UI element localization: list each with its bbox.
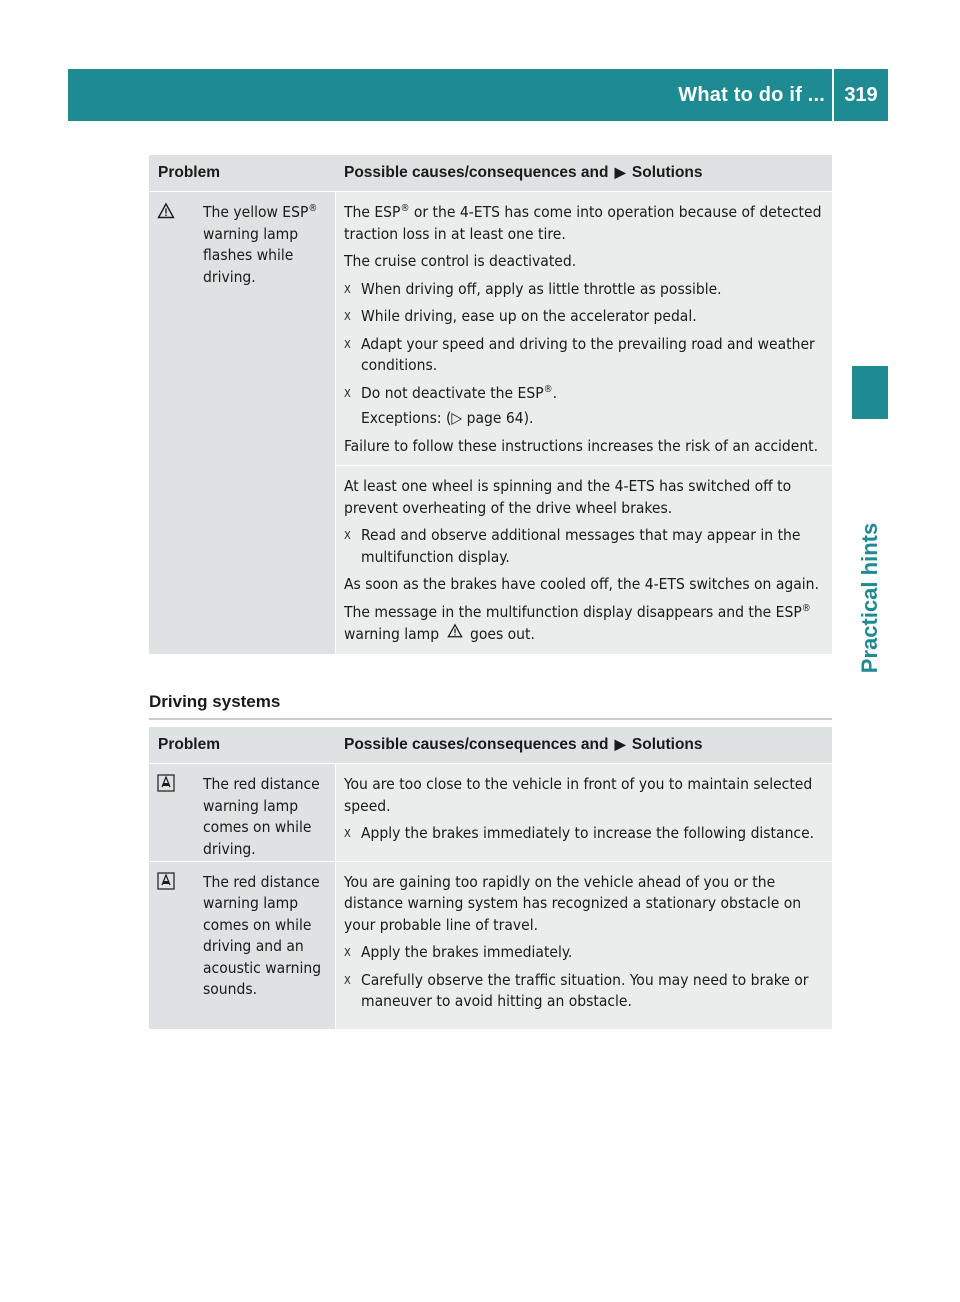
table-header [149,727,832,764]
warning-text: Failure to follow these instructions increases the risk of an accident. [344,436,819,455]
table-row [149,192,832,654]
distance-warning-icon [157,774,203,798]
table-header [149,155,832,192]
outro-text: The message in the multifunction display disappears and the ESP® warning lamp goes out. [344,602,811,643]
page-reference: Exceptions: (▷ page 64). [361,409,534,427]
warning-triangle-icon [444,623,466,645]
page-number: 319 [834,69,888,121]
cause-text: You are gaining too rapidly on the vehicle ahead of you or the distance warning system has recognized a stationary obstacle on your probable line of travel. [344,872,802,934]
warning-triangle-icon [157,202,203,226]
step-marker-icon: X [344,529,351,542]
problem-cell [149,192,336,654]
instruction-step: X Do not deactivate the ESP®. [344,383,826,405]
note-text: The cruise control is deactivated. [344,252,577,270]
instruction-step: X Apply the brakes immediately to increase the following distance. [344,823,826,845]
problem-text: The yellow ESP® warning lamp flashes while driving. [203,202,318,286]
step-marker-icon: X [344,310,351,323]
instruction-step: X Apply the brakes immediately. [344,942,826,964]
solution-block [336,862,832,1029]
instruction-step: X Adapt your speed and driving to the prevailing road and weather conditions. [344,334,826,377]
problem-text: The red distance warning lamp comes on while driving. [203,775,320,858]
column-header-problem: Problem [158,164,221,181]
instruction-step: X When driving off, apply as little throttle as possible. [344,279,826,301]
step-marker-icon: X [344,946,351,959]
solution-block [336,465,832,654]
step-marker-icon: X [344,337,351,351]
column-header-causes: Possible causes/consequences and ▶ Solutions [344,736,703,753]
problem-cell [149,862,336,1029]
solution-block [336,764,832,861]
cause-text: At least one wheel is spinning and the 4-ETS has switched off to prevent overheating of the drive wheel brakes. [344,477,792,517]
step-marker-icon: X [344,386,351,400]
step-marker-icon: X [344,973,351,987]
problem-table-esp [149,155,832,654]
distance-warning-icon [157,872,203,896]
step-marker-icon: X [344,282,351,296]
column-header-causes: Possible causes/consequences and ▶ Solutions [344,164,703,181]
side-tab-marker [852,366,888,419]
arrow-right-icon: ▶ [614,164,626,180]
problem-table-driving-systems [149,727,832,1029]
column-header-problem: Problem [158,736,221,753]
solutions-column [336,862,832,1029]
solutions-column [336,764,832,861]
table-row [149,862,832,1029]
note-text: As soon as the brakes have cooled off, the 4-ETS switches on again. [344,575,819,593]
solution-block [336,192,832,465]
table-row [149,764,832,862]
page-header-title: What to do if ... [678,83,825,106]
solutions-column [336,192,832,654]
cause-text: The ESP® or the 4-ETS has come into operation because of detected traction loss in at least one tire. [344,202,822,243]
instruction-step: X While driving, ease up on the accelerator pedal. [344,306,826,328]
section-title: Driving systems [149,692,832,720]
step-marker-icon: X [344,827,351,840]
instruction-step: X Carefully observe the traffic situation. You may need to brake or maneuver to avoid hitting an obstacle. [344,970,826,1013]
arrow-right-icon: ▶ [614,736,626,752]
cause-text: You are too close to the vehicle in front of you to maintain selected speed. [344,775,813,815]
side-tab-label: Practical hints [857,522,882,674]
instruction-step: X Read and observe additional messages that may appear in the multifunction display. [344,525,826,568]
problem-cell [149,764,336,861]
problem-text: The red distance warning lamp comes on while driving and an acoustic warning sounds. [203,872,322,998]
